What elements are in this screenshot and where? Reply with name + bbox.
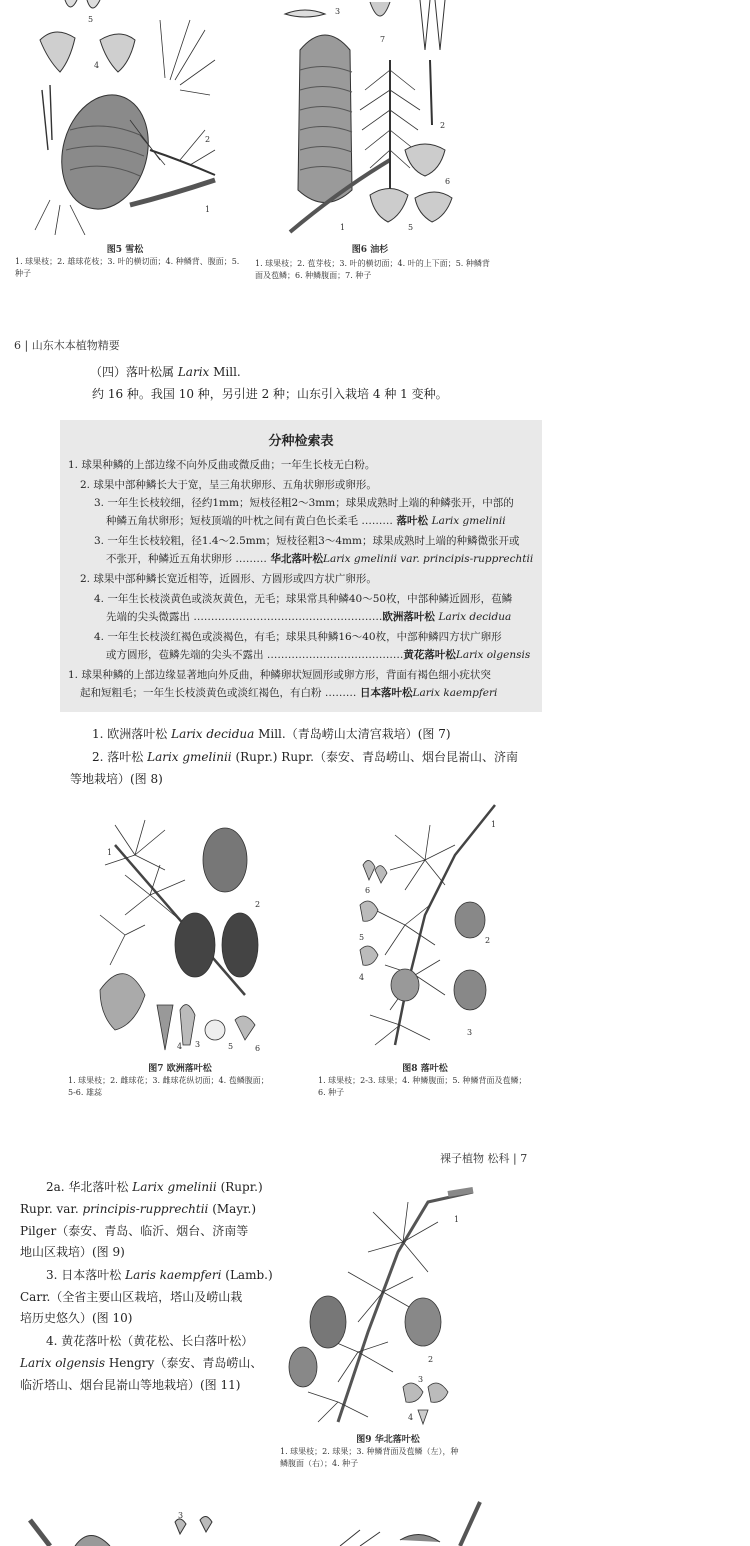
fig8-caption-1: 1. 球果枝；2-3. 球果；4. 种鳞腹面；5. 种鳞背面及苞鳞；: [318, 1076, 527, 1085]
key-line-3: 3. 一年生长枝较细，径约1mm；短枝径粗2～3mm；球果成熟时上端的种鳞张开，中部的: [94, 497, 514, 509]
key-line-7: 2. 球果中部种鳞长宽近相等，近圆形、方圆形或四方状广卵形。: [80, 573, 377, 585]
genus-description: 约 16 种。我国 10 种，另引进 2 种；山东引入栽培 4 种 1 变种。: [92, 387, 448, 401]
key-line-5: 3. 一年生长枝较粗，径1.4～2.5mm；短枝径粗3～4mm；球果成熟时上端的种鳞微张开或: [94, 535, 520, 547]
genus-heading-prefix: （四）落叶松属: [90, 365, 178, 379]
fig5-title: 图5 雪松: [106, 245, 144, 255]
species-1-entry: 1. 欧洲落叶松 Larix decidua Mill.（青岛崂山太清宫栽培）(图 7): [92, 727, 451, 741]
species-2-entry: 2. 落叶松 Larix gmelinii (Rupr.) Rupr.（泰安、青岛崂山、烟台昆嵛山、济南: [92, 750, 518, 764]
larch-drawing: [345, 795, 505, 1050]
para-2a-line-1: 2a. 华北落叶松 Larix gmelinii (Rupr.): [46, 1180, 263, 1194]
fig9-label-3: 3: [418, 1375, 424, 1384]
figure-5-illustration: [30, 0, 220, 235]
fig7-title: 图7 欧洲落叶松: [148, 1064, 212, 1074]
figure-7-illustration: [95, 815, 275, 1055]
page6-running-head: 6 | 山东木本植物精要: [14, 339, 120, 352]
para-3-line-1: 3. 日本落叶松 Laris kaempferi (Lamb.): [46, 1268, 273, 1282]
fig8-label-2: 2: [485, 936, 491, 945]
genus-heading: [90, 362, 241, 383]
fig9-label-2: 2: [428, 1355, 434, 1364]
key-line-12: 1. 球果种鳞的上部边缘显著地向外反曲，种鳞卵状短圆形或卵方形，背面有褐色细小疣状突: [68, 669, 491, 681]
para-4-line-2: Larix olgensis Hengry（泰安、青岛崂山、: [20, 1356, 263, 1370]
para-4-line-3: 临沂塔山、烟台昆嵛山等地栽培）(图 11): [20, 1378, 241, 1392]
key-line-9: 先端的尖头微露出 ………………………………………………欧洲落叶松 Larix decidua: [106, 611, 512, 623]
fig5-label-4: 4: [94, 61, 100, 70]
fig5-caption: 1. 球果枝；2. 雄球花枝；3. 叶的横切面；4. 种鳞背、腹面；5. 种子: [15, 257, 240, 278]
fig7-label-2: 2: [255, 900, 261, 909]
fig8-label-4: 4: [359, 973, 365, 982]
key-line-11: 或方圆形，苞鳞先端的尖头不露出 …………………………………黄花落叶松Larix olgensis: [106, 649, 531, 661]
fig7-label-4: 4: [177, 1042, 183, 1051]
fig7-label-1: 1: [107, 848, 113, 857]
species-key-box: [60, 420, 542, 712]
species-2-entry-cont: 等地栽培）(图 8): [70, 772, 163, 786]
para-4-line-1: 4. 黄花落叶松（黄花松、长白落叶松）: [46, 1334, 254, 1348]
keteleeria-drawing: [280, 0, 470, 235]
fragment-label-3: 3: [178, 1511, 184, 1520]
key-line-2: 2. 球果中部种鳞长大于宽，呈三角状卵形、五角状卵形或卵形。: [80, 479, 377, 491]
para-2a-line-2: Rupr. var. principis-rupprechtii (Mayr.): [20, 1202, 257, 1216]
fig8-label-1: 1: [491, 820, 497, 829]
fig8-label-5: 5: [359, 933, 365, 942]
fig9-caption-2: 鳞腹面（右）；4. 种子: [280, 1459, 359, 1468]
key-line-8: 4. 一年生长枝淡黄色或淡灰黄色，无毛；球果常具种鳞40～50枚，中部种鳞近圆形，苞鳞: [94, 593, 513, 605]
key-title: 分种检索表: [268, 434, 334, 449]
fig8-label-3: 3: [467, 1028, 473, 1037]
para-3-line-3: 培历史悠久）(图 10): [20, 1311, 133, 1325]
fig7-label-3: 3: [195, 1040, 201, 1049]
key-line-6: 不张开，种鳞近五角状卵形 ……… 华北落叶松Larix gmelinii var. principis-rupprechtii: [106, 553, 534, 565]
page7-running-head: 裸子植物 松科 | 7: [440, 1152, 528, 1165]
fig6-label-7: 7: [380, 35, 386, 44]
european-larch-drawing: [95, 815, 275, 1055]
key-line-13: 起和短粗毛；一年生长枝淡黄色或淡红褐色，有白粉 ……… 日本落叶松Larix kaempferi: [80, 687, 498, 699]
north-china-larch-drawing: [278, 1182, 478, 1427]
fig7-label-5: 5: [228, 1042, 234, 1051]
fig6-caption: 1. 球果枝；2. 苞芽枝；3. 叶的横切面；4. 叶的上下面；5. 种鳞背面及苞鳞；6. 种鳞腹面；7. 种子: [255, 259, 490, 280]
fig8-label-6: 6: [365, 886, 371, 895]
para-2a-line-4: 地山区栽培）(图 9): [20, 1245, 125, 1259]
cedar-drawing: [30, 0, 220, 235]
fig6-title: 图6 油杉: [351, 245, 389, 255]
para-2a-line-3: Pilger（泰安、青岛、临沂、烟台、济南等: [20, 1224, 249, 1238]
fig9-label-4: 4: [408, 1413, 414, 1422]
fig8-title: 图8 落叶松: [402, 1064, 448, 1074]
fig5-label-1: 1: [205, 205, 211, 214]
fig7-label-6: 6: [255, 1044, 261, 1053]
figure-9-illustration: [278, 1182, 478, 1427]
fig6-label-5: 5: [408, 223, 414, 232]
fig8-caption-2: 6. 种子: [318, 1088, 345, 1097]
figure-6-illustration: [280, 0, 470, 235]
fig9-caption-1: 1. 球果枝；2. 球果；3. 种鳞背面及苞鳞（左），种: [280, 1447, 459, 1456]
fig6-label-6: 6: [445, 177, 451, 186]
fig7-caption-1: 1. 球果枝；2. 雌球花；3. 雌球花纵切面；4. 苞鳞腹面；: [68, 1076, 269, 1085]
fig6-label-3: 3: [335, 7, 341, 16]
fig5-label-2: 2: [205, 135, 211, 144]
fig7-caption-2: 5-6. 雄蕊: [68, 1088, 102, 1097]
key-line-10: 4. 一年生长枝淡红褐色或淡褐色，有毛；球果具种鳞16～40枚，中部种鳞四方状广卵形: [94, 631, 502, 643]
next-figures-drawing: [0, 1500, 750, 1546]
fig6-label-2: 2: [440, 121, 446, 130]
fig9-title: 图9 华北落叶松: [356, 1435, 420, 1445]
figure-8-illustration: [345, 795, 505, 1050]
key-line-1: 1. 球果种鳞的上部边缘不向外反曲或微反曲；一年生长枝无白粉。: [68, 459, 376, 471]
fig6-label-1: 1: [340, 223, 346, 232]
genus-heading-suffix: Mill.: [209, 365, 241, 379]
genus-heading-latin: Larix: [177, 365, 210, 379]
para-3-line-2: Carr.（全省主要山区栽培，塔山及崂山栽: [20, 1290, 243, 1304]
fig5-label-5: 5: [88, 15, 94, 24]
next-figure-fragment: [0, 1500, 750, 1546]
key-line-4: 种鳞五角状卵形；短枝顶端的叶枕之间有黄白色长柔毛 ……… 落叶松 Larix gmelinii: [106, 515, 506, 527]
fig9-label-1: 1: [454, 1215, 460, 1224]
